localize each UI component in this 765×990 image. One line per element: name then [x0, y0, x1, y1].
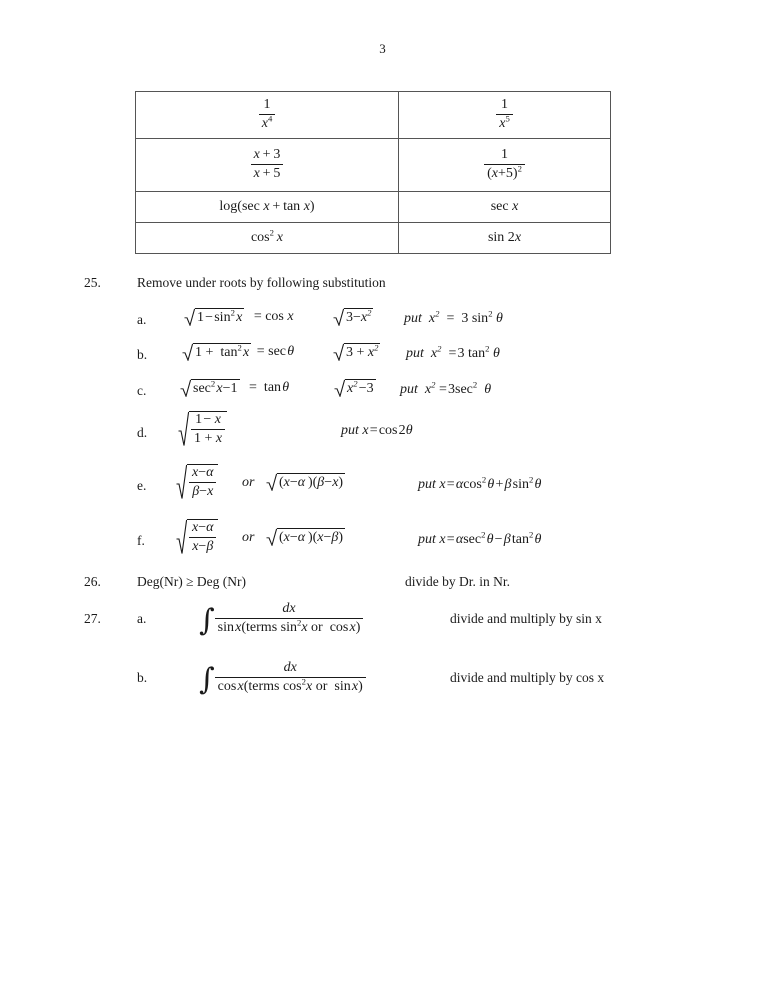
- item-25-expr-d: [178, 411, 227, 447]
- item-25-expr-b: $1 + \tan^2$ x = sec θ: [182, 343, 294, 361]
- table-cell-r1c0: [136, 139, 399, 192]
- integrand-numerator-a: dx: [282, 601, 296, 617]
- item-25-number: 25.: [84, 275, 101, 290]
- item-25-or-e: [242, 475, 254, 491]
- radical-sign-icon: [182, 343, 193, 361]
- item-27-letter-a: a.: [137, 611, 147, 626]
- integrand-denominator-a: sin x(terms $\sin^2x$ or cos x): [215, 618, 364, 636]
- item-25-expr-c: $\sec^2$ x−1 = tan θ: [180, 379, 289, 397]
- fraction-1-over-xp5-squared: $\frac{1}{(x+5)^2}$: [484, 147, 525, 181]
- table-cell-r2c0: [136, 192, 399, 223]
- radical-sign-icon: [334, 379, 345, 397]
- item-25-expr-e: [176, 464, 218, 500]
- table-cell-r0c1: [399, 92, 611, 139]
- fraction-1-over-x4: $\frac{1}{x^4}$: [259, 97, 276, 131]
- integrand-denominator-b: cos x(terms $\cos^2x$ or sin x): [215, 677, 366, 695]
- item-27-integral-b: ∫ $\frac{dx}{\cos x(terms \cos^2x or \sin x)}$: [199, 661, 366, 695]
- expr-sin-2x: sin 2x: [487, 230, 522, 245]
- radical: (x−α )(x−β): [266, 528, 345, 546]
- integral-results-table: [135, 91, 611, 254]
- radical: $1 + \tan^2$ x: [182, 343, 251, 361]
- item-26-instruction: divide by Dr. in Nr.: [405, 574, 510, 589]
- radical: $3 + x^2$: [333, 343, 380, 361]
- table-row: [136, 192, 611, 223]
- radical-sign-icon: [333, 343, 344, 361]
- integrand-b: [215, 660, 366, 694]
- item-27-letter-b: b.: [137, 670, 148, 685]
- item-25-put-d: put x = cos 2θ: [341, 423, 413, 438]
- radical-sign-icon: [178, 411, 189, 447]
- fraction-xp3-over-xp5: $\frac{x + 3}{x + 5}$: [251, 147, 284, 181]
- table-row: [136, 92, 611, 139]
- item-25-put-b: put $x^2$ = 3 $\tan^2 \theta$: [406, 343, 500, 361]
- radical-sign-icon: [180, 379, 191, 397]
- item-25-expr-a: 1 − $\sin^2$ x = cos x: [184, 308, 294, 326]
- page-number: 3: [379, 41, 386, 56]
- or-label-f: or: [242, 530, 255, 545]
- item-25-second-c: [334, 379, 376, 397]
- radical: $\frac{x-\alpha}{x-\beta}$: [176, 519, 218, 555]
- radical: 1 − $\sin^2$ x: [184, 308, 244, 326]
- radical: $3-x^2$: [333, 308, 373, 326]
- radical: $\frac{1 - x}{1 + x}$: [178, 411, 227, 447]
- item-25-title: Remove under roots by following substitution: [137, 275, 386, 290]
- item-25-letter-f: f.: [137, 533, 145, 548]
- fraction-1-over-x5: $\frac{1}{x^5}$: [496, 97, 513, 131]
- item-25-put-e: put x = αcos$^2$ θ + β $\sin^2$ θ: [418, 474, 542, 492]
- item-27-instruction-b: divide and multiply by cos x: [450, 670, 605, 685]
- radical-sign-icon: [176, 464, 187, 500]
- table-cell-r0c0: [136, 92, 399, 139]
- item-25-put-a: put $x^2 = 3$ $\sin^2 \theta$: [404, 308, 503, 326]
- expr-cos-squared-x: $\cos^2 x$: [250, 227, 284, 245]
- radical-sign-icon: [184, 308, 195, 326]
- radical: $\sec^2$ x−1: [180, 379, 240, 397]
- item-25-letter-d: d.: [137, 425, 148, 440]
- item-27-integral-a: ∫ $\frac{dx}{\sin x(terms \sin^2x or \cos x)}$: [199, 602, 363, 636]
- integrand-numerator-b: dx: [283, 660, 297, 676]
- table-cell-r3c0: [136, 223, 399, 254]
- item-25-put-c: put $x^2$ = $3\sec^2$ θ: [400, 379, 492, 397]
- radical-sign-icon: [266, 473, 277, 491]
- table-row: [136, 139, 611, 192]
- radical-sign-icon: [176, 519, 187, 555]
- item-25-second-a: [333, 308, 373, 326]
- table-cell-r1c1: [399, 139, 611, 192]
- item-25-put-f: put x = αsec$^2$ θ − β $\tan^2$ θ: [418, 529, 542, 547]
- radical: $x^2$ −3: [334, 379, 376, 397]
- item-25-second-b: [333, 343, 380, 361]
- or-label-e: or: [242, 475, 255, 490]
- item-25-letter-b: b.: [137, 347, 148, 362]
- radical: (x−α )(β−x): [266, 473, 345, 491]
- radical: $\frac{x-\alpha}{\beta-x}$: [176, 464, 218, 500]
- item-27-instruction-a: divide and multiply by sin x: [450, 611, 602, 626]
- item-25-letter-a: a.: [137, 312, 147, 327]
- radical-sign-icon: [266, 528, 277, 546]
- item-25-or-f: [242, 530, 254, 546]
- item-27-number: 27.: [84, 611, 101, 626]
- table-cell-r3c1: [399, 223, 611, 254]
- item-25-expr-f: [176, 519, 218, 555]
- item-25-second-f: [266, 528, 345, 546]
- item-26-condition: Deg(Nr) ≥ Deg (Nr): [137, 574, 246, 589]
- table-cell-r2c1: [399, 192, 611, 223]
- item-25-letter-c: c.: [137, 383, 147, 398]
- table-row: [136, 223, 611, 254]
- radical-sign-icon: [333, 308, 344, 326]
- expr-sec-x: sec x: [490, 199, 519, 214]
- item-26-number: 26.: [84, 574, 101, 589]
- expr-log-sec-tan: log(sec x + tan x): [219, 199, 315, 214]
- item-25-second-e: [266, 473, 345, 491]
- integrand-a: [215, 601, 364, 635]
- item-25-letter-e: e.: [137, 478, 147, 493]
